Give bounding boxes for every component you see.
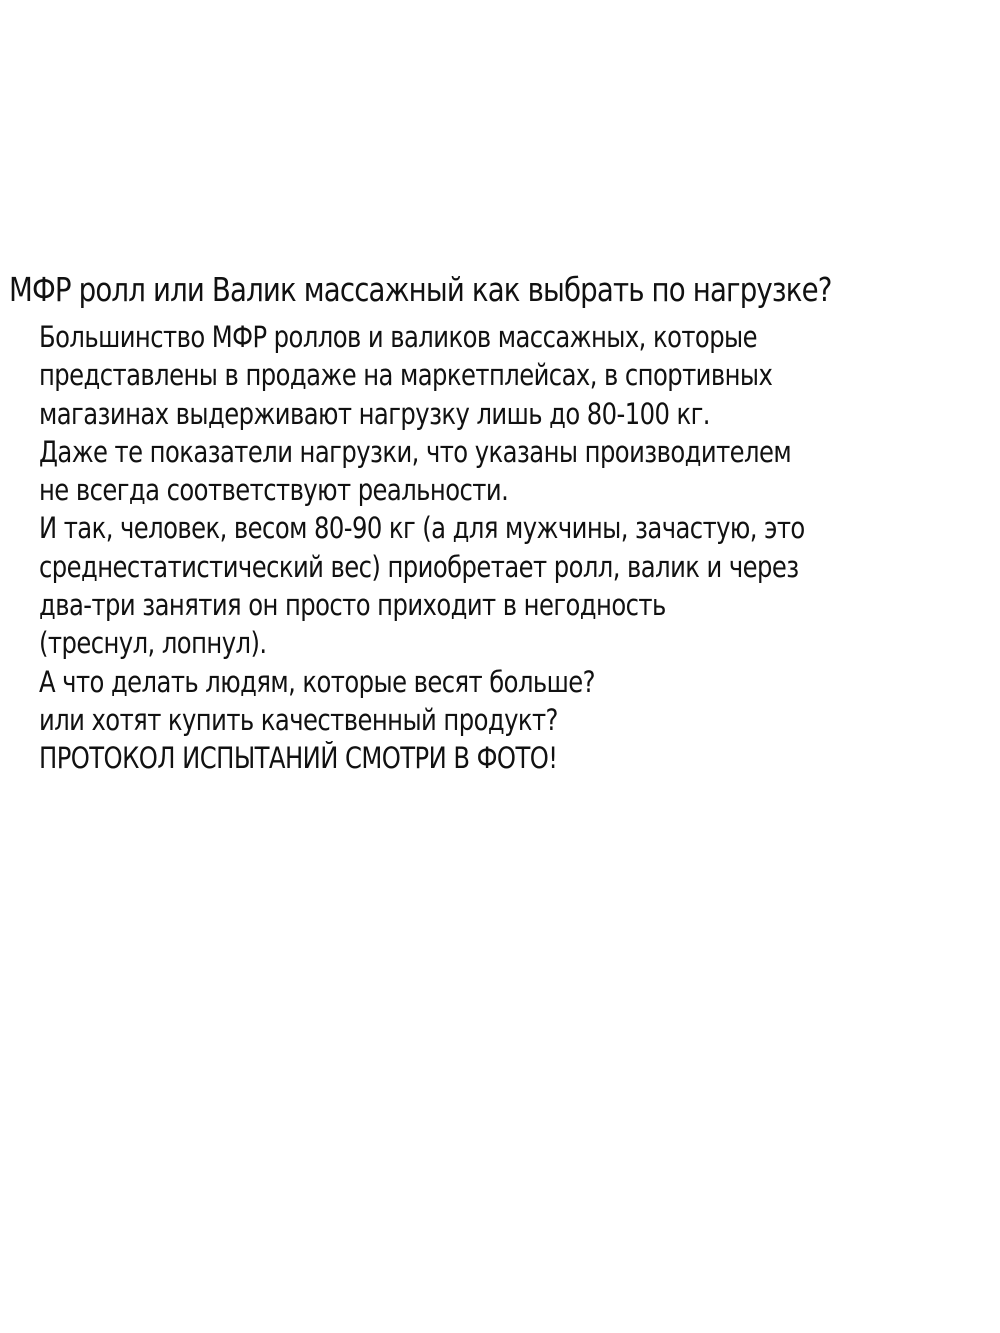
body-line: магазинах выдерживают нагрузку лишь до 80-100 кг. [39,396,710,431]
body-line: не всегда соответствуют реальности. [39,473,509,508]
body-line-emphasis: ПРОТОКОЛ ИСПЫТАНИЙ СМОТРИ В ФОТО! [39,741,558,776]
document-title: МФР ролл или Валик массажный как выбрать по нагрузке? [9,270,832,310]
body-line: Большинство МФР роллов и валиков массажных, которые [39,320,758,354]
body-line: среднестатистический вес) приобретает ролл, валик и через [39,549,799,584]
body-line: представлены в продаже на маркетплейсах, в спортивных [39,358,773,393]
document-body [39,318,969,778]
body-line: А что делать людям, которые весят больше? [39,664,595,699]
body-line: два-три занятия он просто приходит в негодность [39,588,666,623]
body-line: Даже те показатели нагрузки, что указаны производителем [39,434,792,469]
body-line: (треснул, лопнул). [39,626,267,661]
body-line: И так, человек, весом 80-90 кг (а для мужчины, зачастую, это [39,511,805,546]
body-line: или хотят купить качественный продукт? [39,702,558,737]
